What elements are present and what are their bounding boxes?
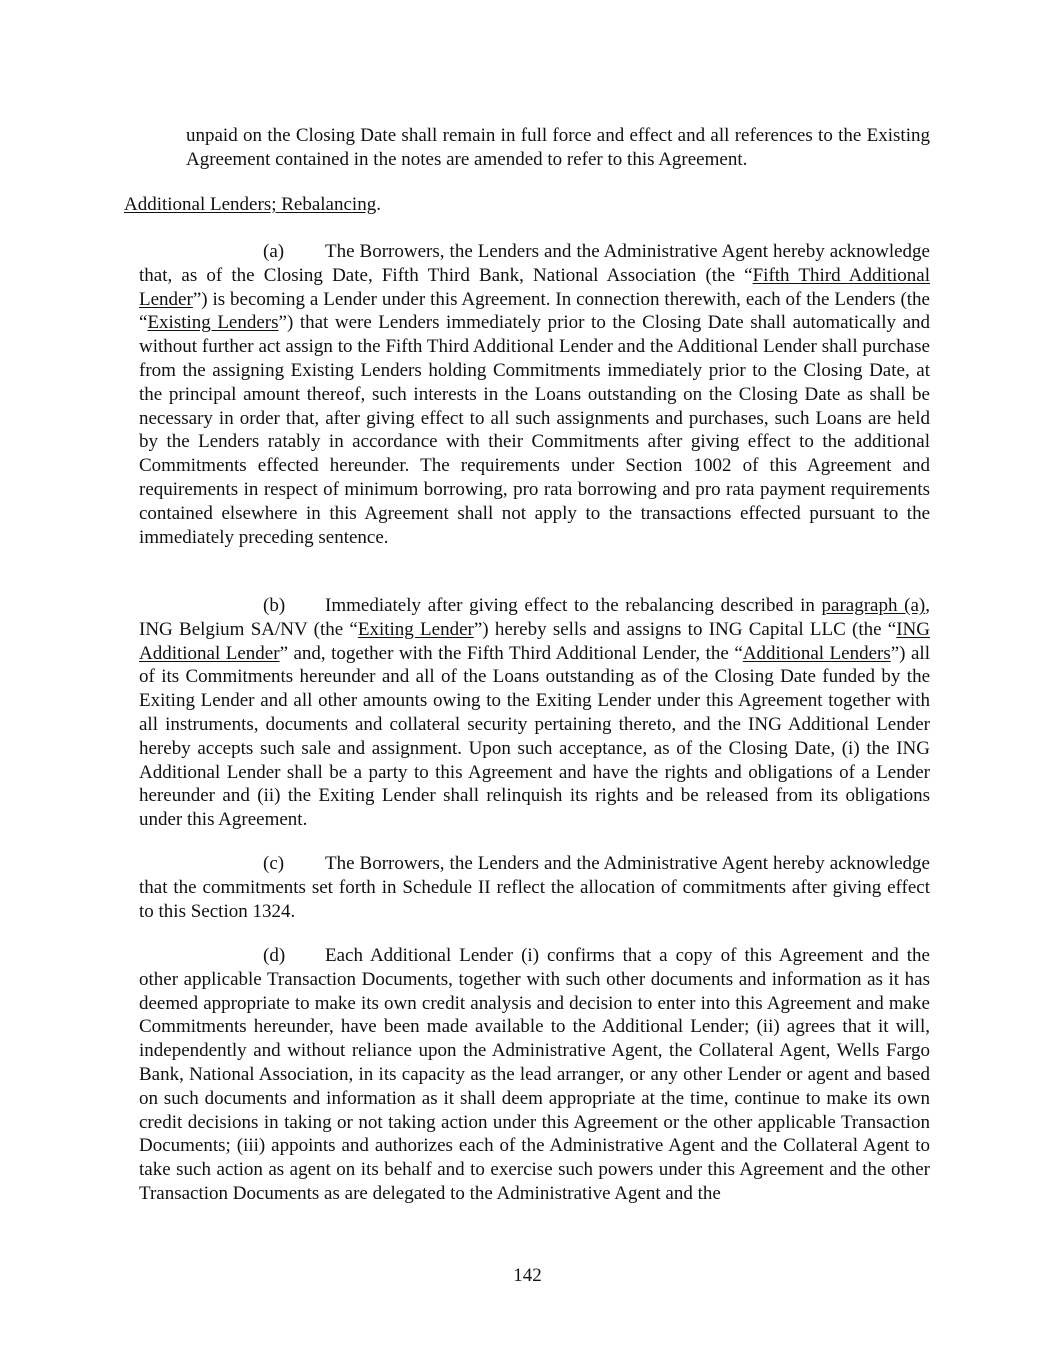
paragraph-text: ” and, together with the Fifth Third Additional Lender, the “	[279, 642, 743, 664]
paragraph-number: (c)	[263, 853, 285, 874]
defined-term: Additional Lenders	[742, 642, 891, 664]
paragraph-text: , ING Belgium SA/NV (the “	[139, 595, 930, 640]
page-number: 142	[513, 1265, 542, 1286]
section-heading-punct: .	[376, 194, 381, 215]
paragraph-text: Immediately after giving effect to the rebalancing described in	[325, 595, 822, 616]
defined-term: Existing Lenders	[147, 312, 279, 334]
paragraph-number: (a)	[263, 241, 285, 262]
paragraph-text: ”) all of its Commitments hereunder and all of the Loans outstanding as of the Closing Date funded by the Exiting Lender and all other amounts owing to the Exiting Lender under this Agreement together with all instruments, documents and collateral security pertaining thereto, and the ING Additional Lender hereby accepts such sale and assignment. Upon such acceptance, as of the Closing Date, (i) the ING Additional Lender shall be a party to this Agreement and have the rights and obligations of a Lender hereunder and (ii) the Exiting Lender shall relinquish its rights and be released from its obligations under this Agreement.	[139, 642, 930, 831]
paragraph-text: The Borrowers, the Lenders and the Administrative Agent hereby acknowledge that, as of the Closing Date, Fifth Third Bank, National Association (the “	[139, 241, 930, 286]
paragraph-c	[139, 852, 930, 923]
section-heading-title: Additional Lenders; Rebalancing	[124, 194, 377, 215]
paragraph-text: ”) is becoming a Lender under this Agreement. In connection therewith, each of the Lenders (the “	[139, 288, 930, 334]
defined-term: Exiting Lender	[357, 618, 474, 640]
continuation-text: unpaid on the Closing Date shall remain in full force and effect and all references to the Existing Agreement contained in the notes are amended to refer to this Agreement.	[186, 125, 930, 170]
paragraph-text: ”) hereby sells and assigns to ING Capital LLC (the “	[473, 618, 897, 640]
continuation-paragraph	[186, 124, 930, 172]
paragraph-a	[139, 240, 930, 549]
paragraph-number: (d)	[263, 945, 286, 966]
section-heading	[124, 193, 381, 217]
paragraph-number: (b)	[263, 595, 286, 616]
paragraph-text: ”) that were Lenders immediately prior to the Closing Date shall automatically and without further act assign to the Fifth Third Additional Lender and the Additional Lender shall purchase from the assigning Existing Lenders holding Commitments immediately prior to the Closing Date, at the principal amount thereof, such interests in the Loans outstanding on the Closing Date as shall be necessary in order that, after giving effect to all such assignments and purchases, such Loans are held by the Lenders ratably in accordance with their Commitments after giving effect to the additional Commitments effected hereunder. The requirements under Section 1002 of this Agreement and requirements in respect of minimum borrowing, pro rata borrowing and pro rata payment requirements contained elsewhere in this Agreement shall not apply to the transactions effected pursuant to the immediately preceding sentence.	[139, 312, 931, 548]
defined-term: Fifth Third Additional Lender	[139, 264, 930, 310]
defined-term: ING Additional Lender	[139, 618, 930, 664]
cross-reference: paragraph (a)	[821, 595, 926, 616]
paragraph-d	[139, 944, 930, 1206]
paragraph-text: The Borrowers, the Lenders and the Administrative Agent hereby acknowledge that the commitments set forth in Schedule II reflect the allocation of commitments after giving effect to this Section 1324.	[139, 853, 930, 922]
paragraph-b	[139, 594, 930, 832]
paragraph-text: Each Additional Lender (i) confirms that a copy of this Agreement and the other applicable Transaction Documents, together with such other documents and information as it has deemed appropriate to make its own credit analysis and decision to enter into this Agreement and make Commitments hereunder, have been made available to the Additional Lender; (ii) agrees that it will, independently and without reliance upon the Administrative Agent, the Collateral Agent, Wells Fargo Bank, National Association, in its capacity as the lead arranger, or any other Lender or agent and based on such documents and information as it shall deem appropriate at the time, continue to make its own credit decisions in taking or not taking action under this Agreement or the other applicable Transaction Documents; (iii) appoints and authorizes each of the Administrative Agent and the Collateral Agent to take such action as agent on its behalf and to exercise such powers under this Agreement and the other Transaction Documents as are delegated to the Administrative Agent and the	[139, 945, 930, 1204]
